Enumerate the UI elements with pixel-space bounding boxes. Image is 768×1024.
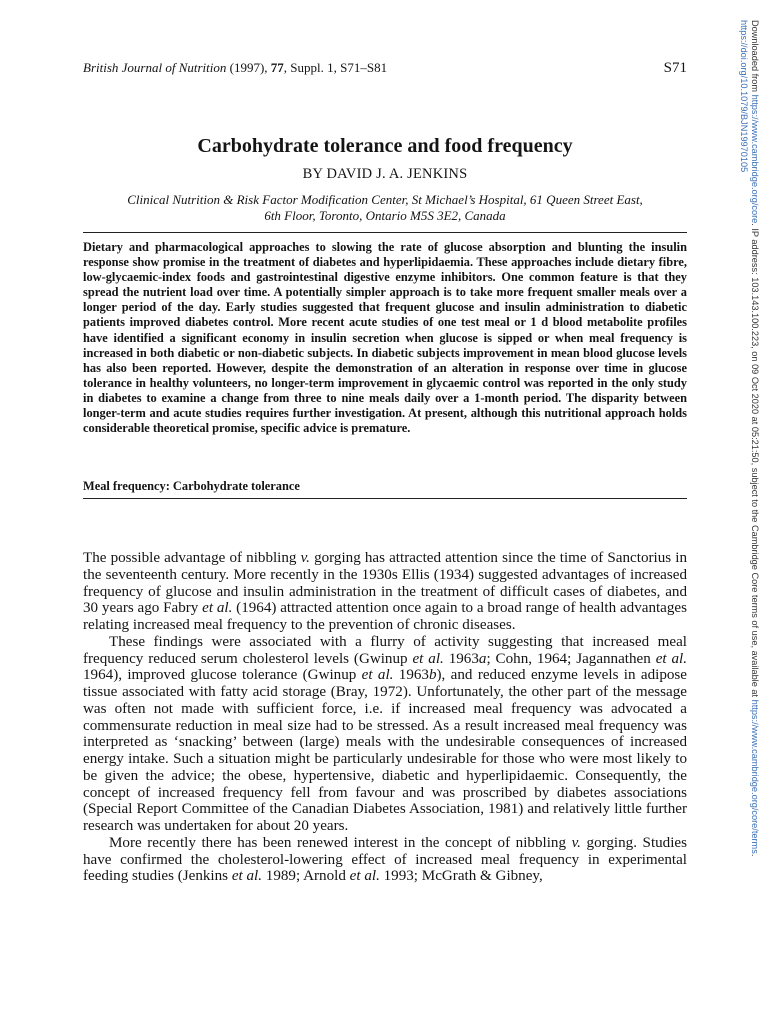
download-info-text: Downloaded from https://www.cambridge.org/core. IP address: 103.143.100.223, on 09 Oct 2020 at 05:21:50, subject to the Cambridge Core terms of use, available at https://www.cambridge.org/core/terms. https://doi.org/10.1079/BJN19970105 xyxy=(739,20,760,857)
citation-year: (1997), xyxy=(226,60,271,75)
volume-number: 77 xyxy=(270,60,284,75)
paragraph-2: These findings were associated with a flurry of activity suggesting that increased meal frequency reduced serum cholesterol levels (Gwinup et al. 1963a; Cohn, 1964; Jagannathen et al. 1964), improved glucose tolerance (Gwinup et al. 1963b), and reduced enzyme levels in adipose tissue associated with fatty acid storage (Bray, 1972). Unfortunately, the other part of the message was often not made with sufficient force, i.e. if increased meal frequency was advocated a commensurate reduction in meal size had to be stressed. As a result increased meal frequency was interpreted as ‘snacking’ between (large) meals with the undesirable consequences of increased energy intake. Such a situation might be particularly undesirable for those who were most likely to be given the advice; the obese, hypertensive, diabetic and hyperlipidaemic. Consequently, the concept of increased frequency fell from favour and was proscribed by diabetes associations (Special Report Committee of the Canadian Diabetes Association, 1981) and relatively little further research was undertaken for about 20 years. xyxy=(83,633,688,834)
abstract-bottom-rule xyxy=(83,498,687,499)
article-title: Carbohydrate tolerance and food frequency xyxy=(197,135,573,157)
terms-link[interactable]: https://www.cambridge.org/core/terms xyxy=(750,699,760,854)
affiliation-line-2: 6th Floor, Toronto, Ontario M5S 3E2, Canada xyxy=(264,208,506,223)
page-number: S71 xyxy=(663,60,687,76)
affiliation-line-1: Clinical Nutrition & Risk Factor Modification Center, St Michael’s Hospital, 61 Queen Street East, xyxy=(127,192,643,207)
abstract: Dietary and pharmacological approaches to slowing the rate of glucose absorption and blunting the insulin response show promise in the treatment of diabetes and hyperlipidaemia. These approaches include dietary fibre, low-glycaemic-index foods and gastrointestinal digestive enzyme inhibitors. One common feature is that they spread the nutrient load over time. A potentially simpler approach is to take more frequent smaller meals over a longer period of the day. Early studies suggested that frequent glucose and insulin administration to diabetic patients improved diabetes control. More recent acute studies of one test meal or 1 d blood metabolite profiles have identified a significant economy in insulin secretion when glucose is sipped or when meal frequency is increased in both diabetic or non-diabetic subjects. In diabetic subjects improvement in mean blood glucose levels has also been reported. However, despite the demonstration of an alteration in response over time in glucose tolerance in healthy volunteers, no longer-term improvement in glycaemic control was reported in the only study in diabetes to examine a change from three to nine meals daily over a 1-month period. The disparity between longer-term and acute studies requires further investigation. At present, although this nutritional approach holds considerable theoretical promise, specific advice is premature. xyxy=(83,240,687,436)
author-affiliation xyxy=(83,192,687,224)
journal-name: British Journal of Nutrition xyxy=(83,60,227,75)
download-info-sidebar xyxy=(736,20,760,920)
body-text xyxy=(83,550,687,885)
abstract-top-rule xyxy=(83,232,687,233)
supplement-pages: , Suppl. 1, S71–S81 xyxy=(283,60,388,75)
author-byline: BY DAVID J. A. JENKINS xyxy=(302,166,468,182)
doi-link[interactable]: https://doi.org/10.1079/BJN19970105 xyxy=(739,20,749,173)
paragraph-1: The possible advantage of nibbling v. gorging has attracted attention since the time of Sanctorius in the seventeenth century. More recently in the 1930s Ellis (1934) suggested advantages of increased frequency of glucose and insulin administration in the treatment of difficult cases of diabetes, and 30 years ago Fabry et al. (1964) attracted attention once again to a broad range of health advantages relating increased meal frequency to the prevention of chronic diseases. xyxy=(83,550,687,633)
running-header xyxy=(83,60,687,76)
keywords: Meal frequency: Carbohydrate tolerance xyxy=(83,479,300,493)
paragraph-3: More recently there has been renewed interest in the concept of nibbling v. gorging. Studies have confirmed the cholesterol-lowering effect of increased meal frequency in experimental feeding studies (Jenkins et al. 1989; Arnold et al. 1993; McGrath & Gibney, xyxy=(83,834,687,885)
cambridge-core-link[interactable]: https://www.cambridge.org/core xyxy=(750,94,760,224)
